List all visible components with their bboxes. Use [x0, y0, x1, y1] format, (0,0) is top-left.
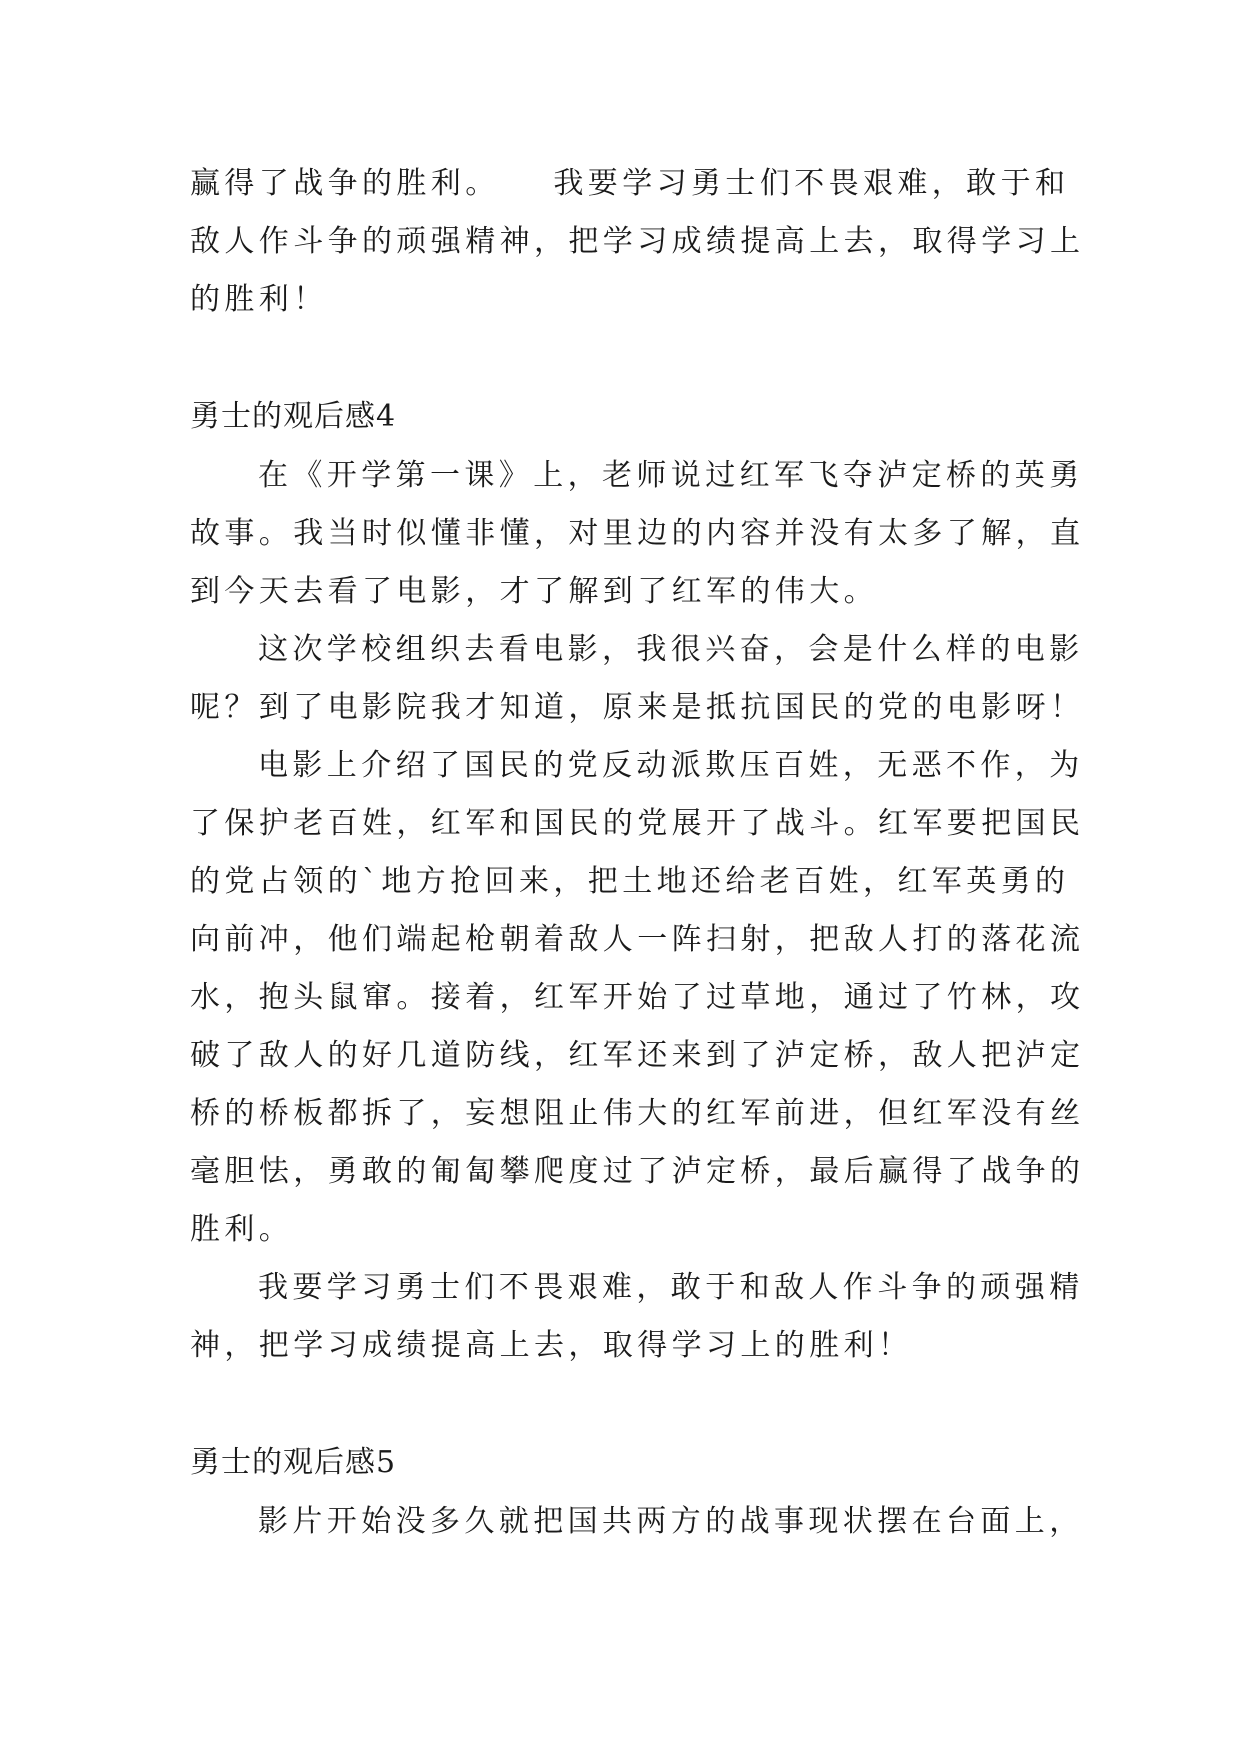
text-line: 水，抱头鼠窜。接着，红军开始了过草地，通过了竹林，攻: [190, 980, 1085, 1015]
text-line: 呢？到了电影院我才知道，原来是抵抗国民的党的电影呀！: [190, 690, 1085, 725]
text-line: 的党占领的`地方抢回来，把土地还给老百姓，红军英勇的: [190, 864, 1070, 899]
text-line: 影片开始没多久就把国共两方的战事现状摆在台面上，: [258, 1504, 1084, 1539]
text-line: 我要学习勇士们不畏艰难，敢于和敌人作斗争的顽强精: [258, 1270, 1084, 1305]
text-line: 的胜利！: [190, 282, 328, 317]
text-line: 破了敌人的好几道防线，红军还来到了泸定桥，敌人把泸定: [190, 1038, 1085, 1073]
text-line: 故事。我当时似懂非懂，对里边的内容并没有太多了解，直: [190, 516, 1085, 551]
text-line: 胜利。: [190, 1212, 294, 1247]
text-line: 了保护老百姓，红军和国民的党展开了战斗。红军要把国民: [190, 806, 1085, 841]
text-line: 毫胆怯，勇敢的匍匐攀爬度过了泸定桥，最后赢得了战争的: [190, 1154, 1085, 1189]
text-line: 到今天去看了电影，才了解到了红军的伟大。: [190, 574, 878, 609]
text-line: 敌人作斗争的顽强精神，把学习成绩提高上去，取得学习上: [190, 224, 1085, 259]
section-heading: 勇士的观后感5: [190, 1445, 397, 1480]
text-line: 神，把学习成绩提高上去，取得学习上的胜利！: [190, 1328, 913, 1363]
text-line: 向前冲，他们端起枪朝着敌人一阵扫射，把敌人打的落花流: [190, 922, 1085, 957]
text-line: 电影上介绍了国民的党反动派欺压百姓，无恶不作，为: [258, 748, 1084, 783]
section-heading: 勇士的观后感4: [190, 399, 397, 434]
text-line: 这次学校组织去看电影，我很兴奋，会是什么样的电影: [258, 632, 1084, 667]
text-line: 赢得了战争的胜利。 我要学习勇士们不畏艰难，敢于和: [190, 166, 1070, 201]
text-line: 桥的桥板都拆了，妄想阻止伟大的红军前进，但红军没有丝: [190, 1096, 1085, 1131]
text-line: 在《开学第一课》上，老师说过红军飞夺泸定桥的英勇: [258, 458, 1084, 493]
